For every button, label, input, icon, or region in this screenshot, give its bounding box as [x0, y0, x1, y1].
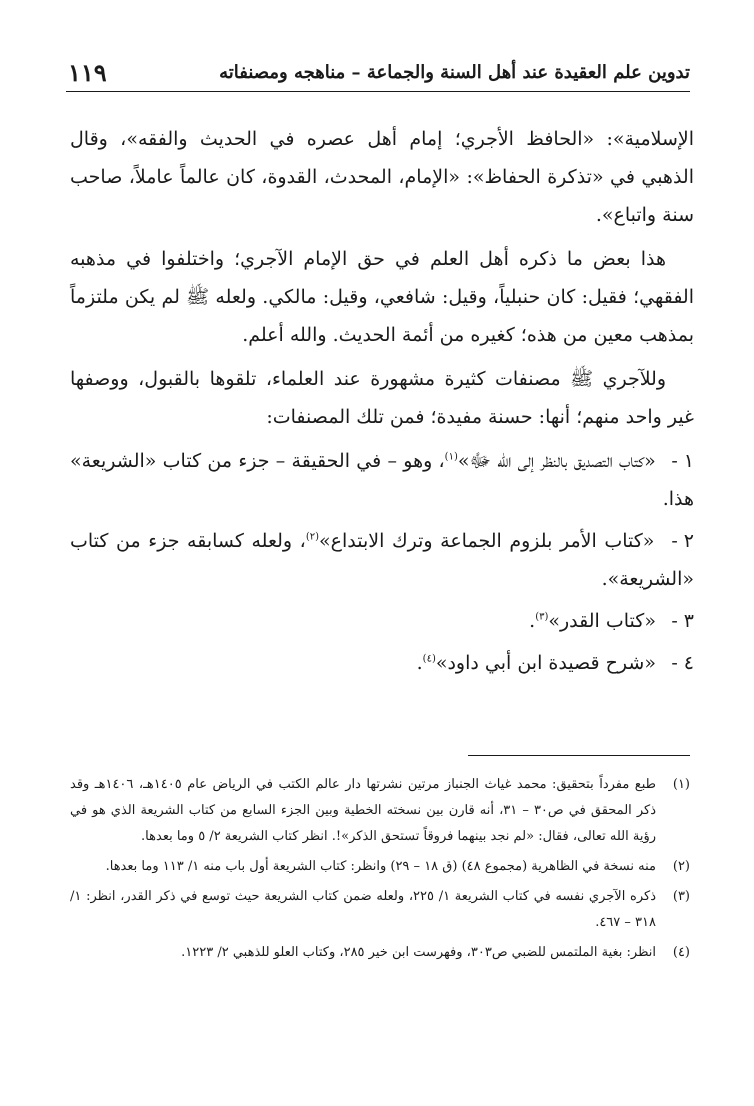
list-item	[70, 644, 694, 682]
footnote-text: طبع مفرداً بتحقيق: محمد غياث الجنباز مرتين نشرتها دار عالم الكتب في الرياض عام ١٤٠٥هـ، ١٤٠٦هـ وقد ذكر المحقق في ص٣٠ – ٣١، أنه قارن بين نسخته الخطية وبين الجزء السابع من كتاب الشريعة الذي هو في رؤية الله تعالى، فقال: «لم نجد بينهما فروقاً تستحق الذكر»!. انظر كتاب الشريعة ٢/ ٥ وما بعدها.	[70, 777, 657, 844]
main-text	[70, 120, 694, 686]
footnote-ref[interactable]: (٣)	[535, 611, 549, 623]
list-item-title: «كتاب التصديق بالنظر إلى الله ﷻ»	[457, 450, 656, 472]
page-header	[66, 58, 690, 92]
list-item-note: ، ولعله كسابقه جزء من كتاب «الشريعة».	[70, 530, 694, 590]
list-item	[70, 602, 694, 640]
paragraph-3: وللآجري ﷺ مصنفات كثيرة مشهورة عند العلماء، تلقوها بالقبول، ووصفها غير واحد منهم؛ أنها: حسنة مفيدة؛ فمن تلك المصنفات:	[70, 368, 694, 428]
footnote-separator	[468, 755, 690, 756]
footnote-ref[interactable]: (١)	[444, 451, 458, 463]
list-item-title: «شرح قصيدة ابن أبي داود»	[435, 652, 656, 674]
footnotes	[70, 772, 690, 970]
header-rule	[66, 91, 690, 92]
list-item-note: .	[529, 610, 536, 632]
list-item-number: ٣ -	[671, 610, 694, 632]
footnote	[70, 940, 690, 966]
list-item-number: ١ -	[671, 450, 694, 472]
list-item-number: ٤ -	[671, 652, 694, 674]
footnote	[70, 854, 690, 880]
list-item-number: ٢ -	[671, 530, 694, 552]
footnote-mark: (٣)	[672, 889, 690, 904]
paragraph-2: هذا بعض ما ذكره أهل العلم في حق الإمام الآجري؛ واختلفوا في مذهبه الفقهي؛ فقيل: كان حنبلياً، وقيل: شافعي، وقيل: مالكي. ولعله ﷺ لم يكن ملتزماً بمذهب معين من هذه؛ كغيره من أئمة الحديث. والله أعلم.	[70, 248, 694, 346]
running-title: تدوين علم العقيدة عند أهل السنة والجماعة – مناهجه ومصنفاته	[219, 62, 690, 83]
list-item	[70, 522, 694, 598]
footnote	[70, 884, 690, 936]
footnote	[70, 772, 690, 850]
footnote-text: انظر: بغية الملتمس للضبي ص٣٠٣، وفهرست ابن خير ٢٨٥، وكتاب العلو للذهبي ٢/ ١٢٢٣.	[181, 945, 656, 960]
footnote-mark: (١)	[672, 777, 690, 792]
list-item-title: «كتاب الأمر بلزوم الجماعة وترك الابتداع»	[319, 530, 655, 552]
footnote-text: ذكره الآجري نفسه في كتاب الشريعة ١/ ٢٢٥، ولعله ضمن كتاب الشريعة حيث توسع في ذكر القدر، انظر: ١/ ٣١٨ – ٤٦٧.	[70, 889, 656, 930]
footnote-mark: (٤)	[672, 945, 690, 960]
list-item	[70, 442, 694, 518]
footnote-mark: (٢)	[672, 859, 690, 874]
footnote-text: منه نسخة في الظاهرية (مجموع ٤٨) (ق ١٨ – ٢٩) وانظر: كتاب الشريعة أول باب منه ١/ ١١٣ وما بعدها.	[105, 859, 656, 874]
paragraph-1: الإسلامية»: «الحافظ الأجري؛ إمام أهل عصره في الحديث والفقه»، وقال الذهبي في «تذكرة الحفاظ»: «الإمام، المحدث، القدوة، كان عالماً عاملاً، صاحب سنة واتباع».	[70, 128, 694, 226]
list-item-title: «كتاب القدر»	[548, 610, 656, 632]
list-item-note: ، وهو – في الحقيقة – جزء من كتاب «الشريعة» هذا.	[70, 450, 694, 510]
footnote-ref[interactable]: (٢)	[305, 531, 320, 543]
footnote-ref[interactable]: (٤)	[422, 653, 436, 665]
page-number: ١١٩	[68, 58, 107, 87]
list-item-note: .	[416, 652, 423, 674]
